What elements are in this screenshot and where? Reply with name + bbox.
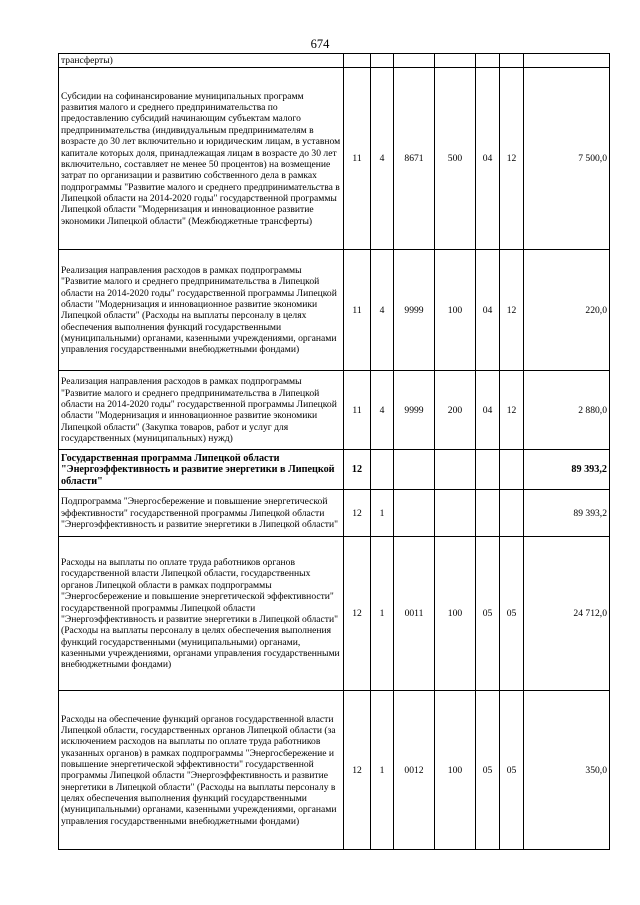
program-code-cell: 12 — [344, 537, 371, 691]
subsection-code-cell: 12 — [500, 250, 524, 371]
table-row — [59, 54, 610, 68]
direction-code-cell: 0011 — [394, 537, 435, 691]
expense-type-cell: 100 — [435, 250, 476, 371]
amount-cell: 220,0 — [524, 250, 610, 371]
amount-cell: 2 880,0 — [524, 371, 610, 450]
subprogram-code-cell — [371, 450, 394, 490]
budget-table — [58, 53, 610, 850]
expense-type-cell — [435, 490, 476, 537]
program-code-cell: 12 — [344, 450, 371, 490]
program-code-cell: 11 — [344, 250, 371, 371]
subprogram-code-cell: 1 — [371, 691, 394, 850]
amount-cell: 89 393,2 — [524, 490, 610, 537]
subprogram-code-cell: 1 — [371, 537, 394, 691]
expense-type-cell: 500 — [435, 68, 476, 250]
table-row — [59, 450, 610, 490]
program-code-cell: 11 — [344, 371, 371, 450]
subsection-code-cell — [500, 450, 524, 490]
description-cell: Подпрограмма "Энергосбережение и повышение энергетической эффективности" государственной программы Липецкой области "Энергоэффективность и развитие энергетики в Липецкой области" — [59, 490, 344, 537]
direction-code-cell — [394, 450, 435, 490]
section-code-cell — [476, 490, 500, 537]
description-cell: Субсидии на софинансирование муниципальных программ развития малого и среднего предпринимательства по предоставлению субсидий начинающим субъектам малого предпринимательства (индивидуальным предпринимателям в возрасте до 30 лет включительно и юридическим лицам, в уставном капитале которых доля, принадлежащая лицам в возрасте до 30 лет включительно, составляет не менее 50 процентов) на возмещение затрат по организации и развитию собственного дела в рамках подпрограммы "Развитие малого и среднего предпринимательства в Липецкой области на 2014-2020 годы" государственной программы Липецкой области "Модернизация и инновационное развитие экономики Липецкой области" (Межбюджетные трансферты) — [59, 68, 344, 250]
expense-type-cell: 100 — [435, 537, 476, 691]
table-row — [59, 691, 610, 850]
direction-code-cell — [394, 490, 435, 537]
section-code-cell — [476, 450, 500, 490]
direction-code-cell: 8671 — [394, 68, 435, 250]
subsection-code-cell — [500, 54, 524, 68]
subsection-code-cell — [500, 490, 524, 537]
table-body — [59, 54, 610, 850]
page-number: 674 — [310, 37, 330, 51]
description-cell: Реализация направления расходов в рамках подпрограммы "Развитие малого и среднего предпринимательства в Липецкой области на 2014-2020 годы" государственной программы Липецкой области "Модернизация и инновационное развитие экономики Липецкой области" (Закупка товаров, работ и услуг для государственных (муниципальных) нужд) — [59, 371, 344, 450]
section-code-cell: 04 — [476, 250, 500, 371]
description-cell: Реализация направления расходов в рамках подпрограммы "Развитие малого и среднего предпринимательства в Липецкой области на 2014-2020 годы" государственной программы Липецкой области "Модернизация и инновационное развитие экономики Липецкой области" (Расходы на выплаты персоналу в целях обеспечения выполнения функций государственными (муниципальными) органами, казенными учреждениями, органами управления государственными внебюджетными фондами) — [59, 250, 344, 371]
program-code-cell: 11 — [344, 68, 371, 250]
section-code-cell: 05 — [476, 537, 500, 691]
table-row — [59, 537, 610, 691]
subprogram-code-cell: 4 — [371, 371, 394, 450]
subprogram-code-cell: 4 — [371, 68, 394, 250]
direction-code-cell: 9999 — [394, 371, 435, 450]
subprogram-code-cell: 1 — [371, 490, 394, 537]
direction-code-cell: 0012 — [394, 691, 435, 850]
table-row — [59, 371, 610, 450]
description-cell: Государственная программа Липецкой области "Энергоэффективность и развитие энергетики в Липецкой области" — [59, 450, 344, 490]
subsection-code-cell: 12 — [500, 371, 524, 450]
subsection-code-cell: 05 — [500, 691, 524, 850]
table-row — [59, 490, 610, 537]
description-cell: Расходы на обеспечение функций органов государственной власти Липецкой области, государственных органов Липецкой области (за исключением расходов на выплаты по оплате труда работников указанных органов) в рамках подпрограммы "Энергосбережение и повышение энергетической эффективности" государственной программы Липецкой области "Энергоэффективность и развитие энергетики в Липецкой области" (Расходы на выплаты персоналу в целях обеспечения выполнения функций государственными (муниципальными) органами, казенными учреждениями, органами управления государственными внебюджетными фондами) — [59, 691, 344, 850]
expense-type-cell: 100 — [435, 691, 476, 850]
subsection-code-cell: 12 — [500, 68, 524, 250]
program-code-cell: 12 — [344, 490, 371, 537]
subprogram-code-cell: 4 — [371, 250, 394, 371]
program-code-cell — [344, 54, 371, 68]
section-code-cell — [476, 54, 500, 68]
amount-cell — [524, 54, 610, 68]
amount-cell: 24 712,0 — [524, 537, 610, 691]
expense-type-cell — [435, 450, 476, 490]
expense-type-cell: 200 — [435, 371, 476, 450]
description-cell: трансферты) — [59, 54, 344, 68]
direction-code-cell — [394, 54, 435, 68]
description-cell: Расходы на выплаты по оплате труда работников органов государственной власти Липецкой области, государственных органов Липецкой области в рамках подпрограммы "Энергосбережение и повышение энергетической эффективности" государственной программы Липецкой области "Энергоэффективность и развитие энергетики в Липецкой области" (Расходы на выплаты персоналу в целях обеспечения выполнения функций государственными (муниципальными) органами, казенными учреждениями, органами управления государственными внебюджетными фондами) — [59, 537, 344, 691]
amount-cell: 350,0 — [524, 691, 610, 850]
subsection-code-cell: 05 — [500, 537, 524, 691]
section-code-cell: 05 — [476, 691, 500, 850]
expense-type-cell — [435, 54, 476, 68]
direction-code-cell: 9999 — [394, 250, 435, 371]
program-code-cell: 12 — [344, 691, 371, 850]
subprogram-code-cell — [371, 54, 394, 68]
section-code-cell: 04 — [476, 371, 500, 450]
amount-cell: 89 393,2 — [524, 450, 610, 490]
table-row — [59, 68, 610, 250]
section-code-cell: 04 — [476, 68, 500, 250]
amount-cell: 7 500,0 — [524, 68, 610, 250]
table-row — [59, 250, 610, 371]
